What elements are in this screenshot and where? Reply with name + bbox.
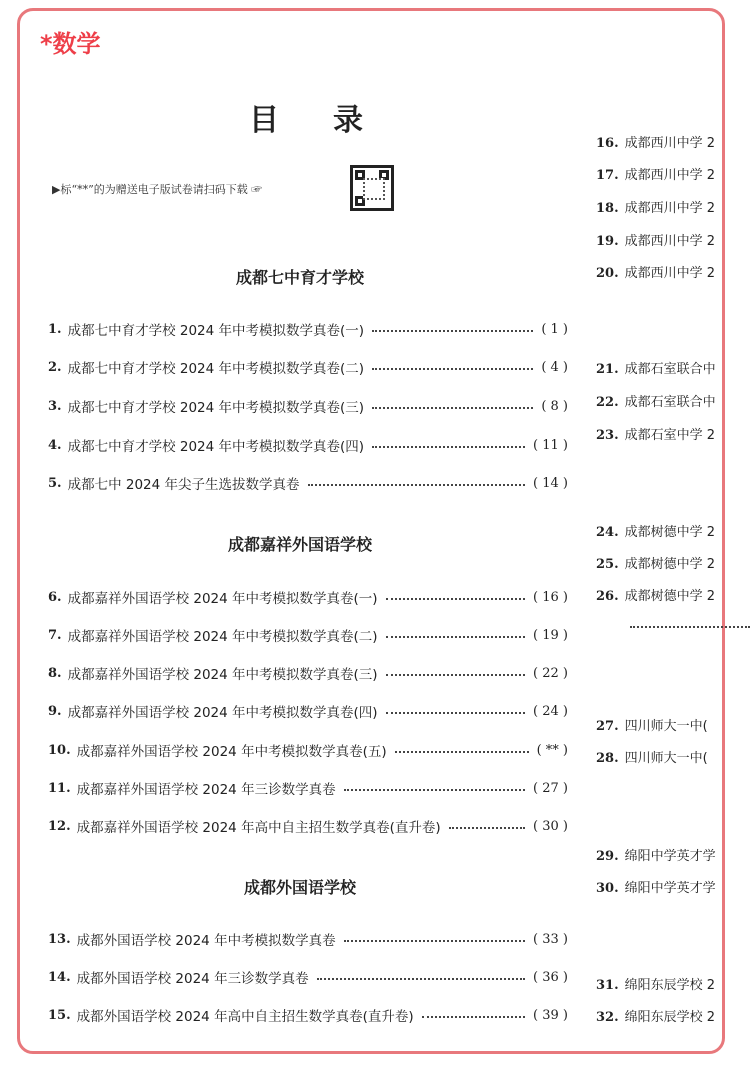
- toc-entry[interactable]: [48, 624, 568, 646]
- toc-entry-partial[interactable]: [596, 877, 750, 899]
- entry-title: 成都西川中学 2: [624, 168, 716, 183]
- toc-entry[interactable]: [48, 434, 568, 456]
- dot-leader: [372, 368, 533, 370]
- entry-number: 2.: [48, 359, 62, 375]
- toc-entry[interactable]: [48, 1004, 568, 1026]
- toc-entry-partial[interactable]: [596, 230, 750, 252]
- dot-leader: [317, 978, 525, 980]
- entry-number: 12.: [48, 818, 71, 834]
- entry-number: 3.: [48, 398, 62, 414]
- entry-number: 21.: [596, 362, 619, 377]
- entry-title: 四川师大一中(: [624, 751, 708, 766]
- entry-title: 成都石室联合中: [624, 395, 716, 410]
- entry-title: 成都树德中学 2: [624, 525, 716, 540]
- dot-leader: [372, 407, 533, 409]
- entry-title: 成都嘉祥外国语学校 2024 年高中自主招生数学真卷(直升卷): [76, 820, 441, 836]
- entry-number: 16.: [596, 136, 619, 151]
- entry-title: 成都嘉祥外国语学校 2024 年中考模拟数学真卷(二): [67, 629, 378, 645]
- section-heading: 成都七中育才学校: [236, 268, 365, 287]
- entry-number: 30.: [596, 881, 619, 896]
- entry-number: 25.: [596, 557, 619, 572]
- toc-entry-partial[interactable]: [596, 391, 750, 413]
- page-title: 目录: [249, 103, 417, 138]
- entry-page: ( 36 ): [533, 969, 568, 985]
- entry-number: 6.: [48, 589, 62, 605]
- toc-entry[interactable]: [48, 739, 568, 761]
- entry-page: ( 14 ): [533, 475, 568, 491]
- toc-entry[interactable]: [48, 472, 568, 494]
- toc-entry-partial[interactable]: [596, 164, 750, 186]
- entry-number: 17.: [596, 168, 619, 183]
- toc-entry-partial[interactable]: [596, 845, 750, 867]
- entry-title: 成都嘉祥外国语学校 2024 年三诊数学真卷: [76, 782, 336, 798]
- entry-title: 成都嘉祥外国语学校 2024 年中考模拟数学真卷(一): [67, 591, 378, 607]
- toc-entry-partial[interactable]: [596, 715, 750, 737]
- toc-entry[interactable]: [48, 928, 568, 950]
- entry-title: 成都嘉祥外国语学校 2024 年中考模拟数学真卷(三): [67, 667, 378, 683]
- entry-title: 成都石室中学 2: [624, 428, 716, 443]
- entry-number: 15.: [48, 1007, 71, 1023]
- entry-title: 成都七中育才学校 2024 年中考模拟数学真卷(二): [67, 361, 365, 377]
- toc-entry[interactable]: [48, 700, 568, 722]
- entry-number: 27.: [596, 719, 619, 734]
- qr-code-icon[interactable]: [350, 165, 394, 211]
- entry-page: ( 19 ): [533, 627, 568, 643]
- section-heading: 成都外国语学校: [244, 878, 357, 897]
- entry-number: 31.: [596, 978, 619, 993]
- entry-number: 10.: [48, 742, 71, 758]
- toc-entry[interactable]: [48, 966, 568, 988]
- entry-page: ( 27 ): [533, 780, 568, 796]
- dot-leader: [449, 827, 525, 829]
- entry-number: 7.: [48, 627, 62, 643]
- entry-number: 29.: [596, 849, 619, 864]
- entry-page: ( ** ): [536, 742, 568, 758]
- dot-leader: [386, 636, 525, 638]
- entry-number: 23.: [596, 428, 619, 443]
- entry-number: 32.: [596, 1010, 619, 1025]
- entry-page: ( 16 ): [533, 589, 568, 605]
- toc-entry-partial[interactable]: [596, 553, 750, 575]
- toc-entry[interactable]: [48, 777, 568, 799]
- toc-entry[interactable]: [48, 662, 568, 684]
- entry-title: 成都嘉祥外国语学校 2024 年中考模拟数学真卷(四): [67, 705, 378, 721]
- entry-page: ( 24 ): [533, 703, 568, 719]
- entry-page: ( 33 ): [533, 931, 568, 947]
- entry-number: 4.: [48, 437, 62, 453]
- entry-title: 成都七中育才学校 2024 年中考模拟数学真卷(四): [67, 439, 365, 455]
- entry-title: 绵阳中学英才学: [624, 881, 716, 896]
- entry-page: ( 8 ): [541, 398, 568, 414]
- entry-page: ( 22 ): [533, 665, 568, 681]
- toc-entry[interactable]: [48, 586, 568, 608]
- entry-title: 成都外国语学校 2024 年中考模拟数学真卷: [76, 933, 336, 949]
- download-note: ▶标“**”的为赠送电子版试卷请扫码下载 ☞: [52, 183, 263, 196]
- entry-title: 成都西川中学 2: [624, 266, 716, 281]
- entry-title: 成都外国语学校 2024 年高中自主招生数学真卷(直升卷): [76, 1009, 414, 1025]
- entry-title: 成都七中 2024 年尖子生选拔数学真卷: [67, 477, 300, 493]
- toc-entry-partial[interactable]: [596, 358, 750, 380]
- toc-entry-partial[interactable]: [596, 585, 750, 607]
- toc-entry[interactable]: [48, 815, 568, 837]
- entry-page: ( 30 ): [533, 818, 568, 834]
- dot-leader: [308, 484, 526, 486]
- toc-entry[interactable]: [48, 395, 568, 417]
- entry-number: 8.: [48, 665, 62, 681]
- entry-number: 5.: [48, 475, 62, 491]
- section-heading: 成都嘉祥外国语学校: [228, 535, 373, 554]
- entry-title: 成都树德中学 2: [624, 589, 716, 604]
- dot-leader: [344, 789, 525, 791]
- entry-number: 24.: [596, 525, 619, 540]
- toc-entry-partial[interactable]: [596, 974, 750, 996]
- entry-number: 22.: [596, 395, 619, 410]
- toc-entry-partial[interactable]: [596, 521, 750, 543]
- dot-leader: [372, 446, 525, 448]
- toc-entry-partial[interactable]: [596, 197, 750, 219]
- toc-entry[interactable]: [48, 356, 568, 378]
- entry-title: 绵阳东辰学校 2: [624, 1010, 716, 1025]
- entry-title: 成都西川中学 2: [624, 201, 716, 216]
- right-dot-leader: [630, 626, 750, 628]
- entry-title: 成都七中育才学校 2024 年中考模拟数学真卷(一): [67, 323, 365, 339]
- subject-tag: *数学: [40, 30, 101, 58]
- entry-page: ( 1 ): [541, 321, 568, 337]
- entry-title: 成都石室联合中: [624, 362, 716, 377]
- toc-entry-partial[interactable]: [596, 747, 750, 769]
- dot-leader: [386, 674, 525, 676]
- entry-number: 26.: [596, 589, 619, 604]
- entry-number: 9.: [48, 703, 62, 719]
- toc-entry-partial[interactable]: [596, 424, 750, 446]
- entry-page: ( 39 ): [533, 1007, 568, 1023]
- entry-number: 14.: [48, 969, 71, 985]
- toc-entry-partial[interactable]: [596, 262, 750, 284]
- entry-title: 绵阳中学英才学: [624, 849, 716, 864]
- entry-page: ( 11 ): [533, 437, 568, 453]
- dot-leader: [344, 940, 525, 942]
- entry-title: 四川师大一中(: [624, 719, 708, 734]
- entry-title: 成都西川中学 2: [624, 136, 716, 151]
- entry-title: 成都七中育才学校 2024 年中考模拟数学真卷(三): [67, 400, 365, 416]
- dot-leader: [422, 1016, 525, 1018]
- entry-title: 绵阳东辰学校 2: [624, 978, 716, 993]
- entry-number: 19.: [596, 234, 619, 249]
- toc-entry-partial[interactable]: [596, 1006, 750, 1028]
- toc-entry[interactable]: [48, 318, 568, 340]
- dot-leader: [386, 712, 525, 714]
- entry-title: 成都嘉祥外国语学校 2024 年中考模拟数学真卷(五): [76, 744, 387, 760]
- entry-number: 1.: [48, 321, 62, 337]
- entry-title: 成都树德中学 2: [624, 557, 716, 572]
- entry-number: 13.: [48, 931, 71, 947]
- entry-number: 20.: [596, 266, 619, 281]
- entry-title: 成都西川中学 2: [624, 234, 716, 249]
- entry-number: 18.: [596, 201, 619, 216]
- entry-number: 28.: [596, 751, 619, 766]
- dot-leader: [372, 330, 533, 332]
- dot-leader: [395, 751, 529, 753]
- entry-number: 11.: [48, 780, 71, 796]
- dot-leader: [386, 598, 525, 600]
- entry-page: ( 4 ): [541, 359, 568, 375]
- entry-title: 成都外国语学校 2024 年三诊数学真卷: [76, 971, 309, 987]
- toc-entry-partial[interactable]: [596, 132, 750, 154]
